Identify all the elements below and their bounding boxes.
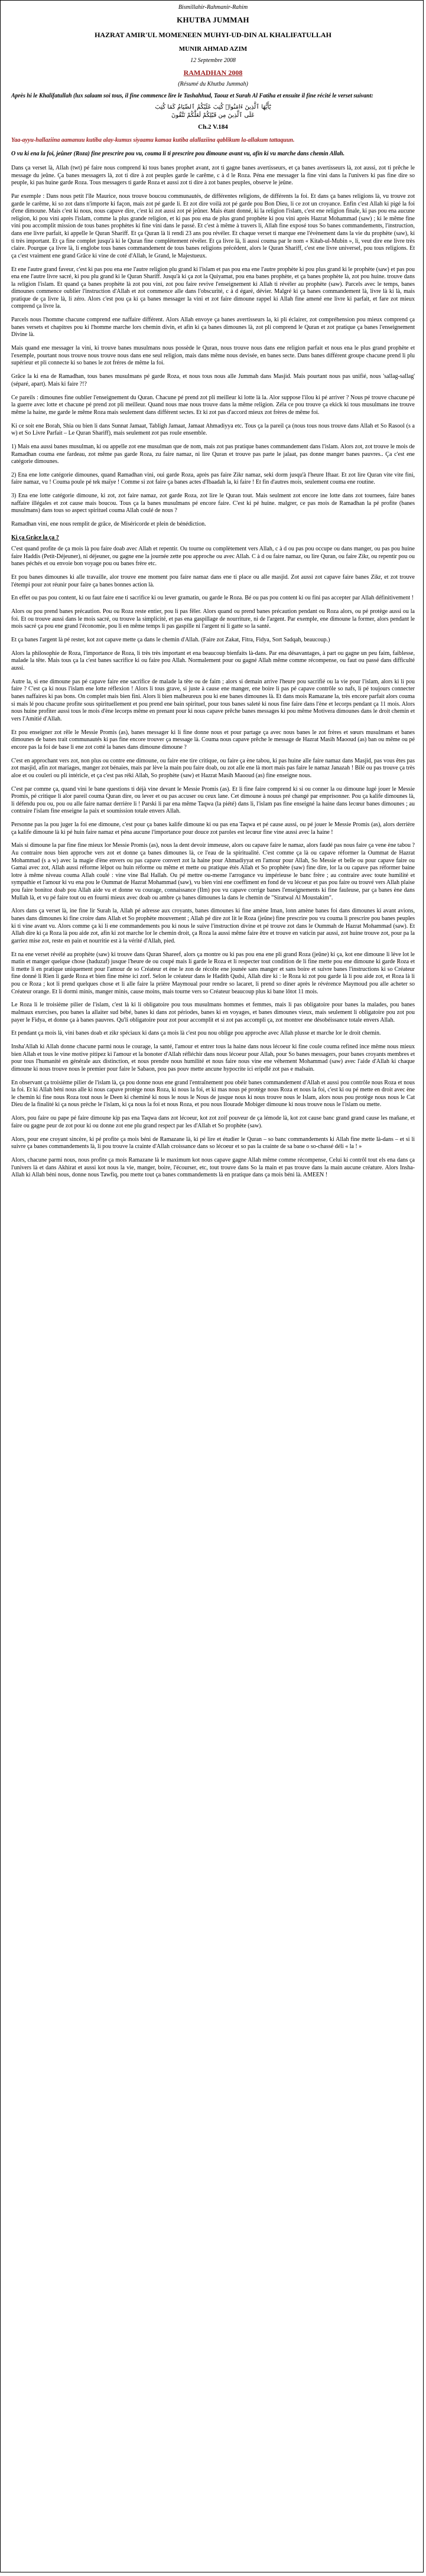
body-paragraph: Par exemple : Dans nous petit l'île Maurice, nous trouve boucou communautés, de différentes religions, de différents la foi. Et dans ça banes religions là, vu trouve zot garde le carême, ki so zot dans n'importe ki façon, mais zot pé garde li. Et zot dire voilà zot pé garde pou Bon Dieu, li ce zot un croyance. Enfin c'est Allah ki pigé la foi d'ene dimoune. Mais c'est ki nous, nous capave dire, c'est ki zot aussi zot pé jeûner. Mais étant donné, ki la religion l'islam, c'est ene religion finale, ki pas pou ena aucune religion, ki pou vini après l'islam, comme la plus grande religion, et ki pas pou ena de plus grand prophète ki pou vini après Hazrat Mohammad (saw) ; ki le même fine vini pou accomplit mission de tous banes prophètes ki fine vini dans le passé. Et c'est à même à travers li, Allah fine exposé tous So banes commandements, l'instruction, dans ene livre parfait, ki appelle le Quran Shariff. Et ça Quran là li rendi 23 ans pou révéler. Et chaque verset ti marque ene l'évènement dans la vie du prophète (saw), ki ti très important. Et ça fine complet jusqu'à ki le Quran fine complètement révéler. Et ça livre là, li aussi couma par le nom « Kitab-ul-Mubin », li, veut dire ene livre très claire. Pourque ça livre là, li englobe tous banes commandement de tous banes religions précédent, alors le Quran Shariff, c'est ene livre universel, pou tous religions. Et ça c'est vraiment ene grand Grâce ki vine de coté d'Allah, le Grand, le Majestueux.: [11, 193, 415, 259]
body-paragraph: Ramadhan vini, ene nous remplit de grâce, de Miséricorde et plein de bénédiction.: [11, 521, 206, 528]
body-paragraph: Autre la, si ene dimoune pas pé capave faire ene sacrifice de malade la tête ou de faim ; alors si demain arrive l'heure pou sacrifié ou la vie pour l'islam, alors ki li pou faire ? C'est ça ki nous l'islam ene lotte réflexion ! Alors li tous grave, si juste à cause ene manger, ene boire li pas pé capave contrôle so nafs, li pé toujours connecter banes naffaires ki pas bons. On complet mais bien fini. Alors li bien malheureux pou ki ene banes dimounes là. Et dans mois Ramazane la, très encore parfait alors couma si mais lé pou chacune profite sous spirituellement et pou prend ene bain spirituel, pour tous banes saleté ki nous fine faire dans l'ène et lecorps pendant ça 11 mois. Alors nous huine profiter aussi tous le mois d'ène lecorps même en prenant pour ki nous capave prêche banes messages ki pou même Motivera dimounes dans le droit chemin et vers l'Amitié d'Allah.: [11, 678, 415, 722]
arabic-line: يَٰٓأَيُّهَا ٱلَّذِينَ ءَامَنُوا۟ كُتِبَ عَلَيْكُمُ ٱلصِّيَامُ كَمَا كُتِبَ: [155, 104, 271, 110]
body-paragraph: Alors ou pou prend banes précaution. Pou ou Roza reste entier, pou li pas fêler. Alors quand ou prend banes précaution pendant ou Roza alors, ou pé protège aussi ou la foi. Et ou trouve aussi dans le mois sacré, ou trouve la simplicité, et pas ena gaspillage de nourriture, ni de l'argent. Par exemple, ene dimoune la former, alors pendant le mois sacré ça pou ene grand l'économie, pou li en même temps li pas gaspille ni l'argent ni li gatte so la santé.: [11, 608, 415, 630]
body-paragraph: Personne pas la pou juger la foi ene dimoune, c'est pour ça banes kalife dimoune ki ou pas ena Taqwa et pé cause aussi, ou pé jouer le Messie Promis (as), alors derrière ça kalife dimoune là ki pé huin faire namaz et péna aucune l'importance pour douce zot paroles est lecœur fine vine aussi avec la haine !: [11, 821, 415, 836]
body-paragraph: Mais quand ene messager la vini, ki trouve banes musulmans nous possède le Quran, nous trouve nous dans ene religion parfait et nous ena le plus grand prophète et l'exemple, pourtant nous trouve nous trouve nous dans ene seul religion, mais dans même nous devisée, en banes secte. Dans banes différent groupe chacune prend li plu supérieur et pli connecte ki so banes le zot fréres de même la foi.: [11, 345, 415, 367]
body-paragraph: 3) Ena ene lotte catégorie dimoune, ki zot, zot faire namaz, zot garde Roza, zot lire le Quran tout. Mais seulment zot encore ine lotte dans zot tournees, faire banes naffaire illégales et zot cause mais boucou. Tous ça la banes musulmans pé encore faire. C'est ki pé huine. malgrer, ce pas mois de Ramadhan la pé profite (banes musulmans) dans tous so aspect spirituel couma Allah coulé de nous ?: [11, 493, 415, 514]
body-paragraph: Et ene l'autre grand faveur, c'est ki pas pou ena ene l'autre religion plu grand ki l'islam et pas pou ena ene l'autre prophète ki pou plus grand ki le prophète (saw) et pas pou ena ene l'autre livre sacré, ki pou plu grand ki le Quran Shariff. Jusqu'à ki ça zot la Quiyamat, pou ena banes prophète, et ça banes prophète là, zot pou huine. trouve dans la religion l'islam. Et quand ça banes prophète là zot pou vini, zot pou faire revive l'enseignement ki Allah ti révéler au prophète (saw). Parcels avec le temps, banes dimounes commence oublier l'instruction d'Allah et zot commence alle dans l'obscurité, c à d égaré, dévier. Malgré ki ça banes commandement là, livre là ki là, mais pratique de ça livre là, li zéro. Alors c'est pou ça ki ça banes messager la vini et zot faire dimoune rappel ki Allah fine amené ene livre ki parfait, et fare zot mieux comprend ça livre la.: [11, 266, 415, 310]
body-paragraph: Et na ene verset révélé au prophète (saw) ki trouve dans Quran Shareef, alors ça montre ou ki pas pou ena ene pli grand Roza (jeûne) ki ça, kot ene dimoune li lève lot le matin et manger quelque chose (haduzaf) jusque l'heure de ou coupé mais li garde le Roza et li respecter tout condition de li fine mette pou ene dimoune ki garde Roza et li mette li en pratique uniquement pour l'amour de so Créateur et ène le zon de récolte ene jounée sans manger et sans boire et suivre banes l'instructions ki so Créateur fine donné li Rien li garde Roza et bien fine mène ici zorf. Selon le créateur dans le Hadith Qudsi, Allah dire ki : le Roza ki zot pou garde là li pou aide zot, et Roza là li pou ce Roza ; kot li prend quelques chose et li alle faire la prière Maymoual pour rendre so lacaret, li prend so diner après le révérence Maymoud pou alle acheter so Créateur orange. Et li dormi minis, manger minis, cause moins, mais tourne vers so Créateur beaucoup plus ki bane lôtot 11 mois.: [11, 951, 415, 995]
body-paragraph: Et pendant ça mois là, vini banes doab et zikr spéciaux ki dans ça mois là c'est pou nou oblige pou approche avec Allah plusse et marche lor le droit chemin.: [11, 1030, 381, 1037]
body-paragraph: Dans ça verset là, Allah (twt) pé faire nous comprend ki tous banes prophet avant, zot ti gagne banes avertisseurs, et ça banes avertisseurs là, zot aussi, zot ti prêche le message du jeûne. Ça banes messagers là, zot ti dire à zot peuples garde le carême, c à d le Roza. Péna ene messager la fine vini dans la l'univers ki pas fine dire so peuple, ki pas huine garde Roza. Tous messagers ti garde Roza et aussi zot ti dire à zot banes peuples, observe le jeûne.: [11, 165, 415, 187]
basmala-heading: Bismillahir-Rahmanir-Rahim: [178, 4, 248, 11]
hazrat-title: HAZRAT AMIR'UL MOMENEEN MUHYI-UD-DIN AL KHALIFATULLAH: [95, 31, 331, 39]
transliteration: Yaa-ayyu-hallaziina aamanuu kutiba alay-kumus siyaamu kamaa kutiba alallaziina qablikum la-allakum tattaquun.: [11, 137, 295, 144]
body-paragraph: 2) Ena ene lotte catégorie dimounes, quand Ramadhan vini, oui garde Roza, après pas faire Zikr namaz, seki dorm jusqu'à l'heure Iftaar. Et zot lire Quran vite vite fini, faire namaz, vu ! Couma poule pé tek maïye ! Comme si zot faire ça banes actes d'Ibaadah la, ki faire ! Et fin d'autres mois, seulement couma ene routine.: [11, 471, 415, 486]
date-line: 12 Septembre 2008: [190, 57, 236, 64]
body-paragraph: Parcels nous l'homme chacune comprend ene naffaire différent. Alors Allah envoye ça banes avertisseurs la, ki pli éclairer, zot compréhension pou mieux comprend ça banes versets et chapitres pou ki l'homme marche lors chemin divin, et afin ki ça banes dimounes là, zot pli comprend le Quran et zot pratique ça banes l'enseignement Divine là.: [11, 317, 415, 338]
body-paragraph: En effet ou pas pou content, ki ou faut faire ene ti sacrifice ki ou lever gramatin, ou garde le Roza. Bé ou pas pou content ki ou fini pas accepter par Allah définitivement !: [11, 595, 414, 602]
body-paragraph: Et pou enseigner zot rêle le Messie Promis (as), banes messager ki li fine donne nous et pour partage ça avec nous banes le zot frères et sœurs musulmans et banes dimounes de banes trait communautés ki pas fine encore trouver ça message là. Couma nous capave prêche le message de Hazrat Masih Maooud (as) ban ou même ou pé encore pas la foi de base li ene zot cotté la banes dans dimoune dimoune ?: [11, 729, 415, 751]
body-paragraph: 1) Mais ena aussi banes musulman, ki ou appelle zot ene musulman que de nom, mais zot pas pratique banes commandement dans l'islam. Alors zot, zot trouve le mois de Ramadhan couma ene fardeau, zot même pas garde Roza, zu faire namaz, ni lire Quran et trouve pas parte le jalaat, pas donne manger banes pauvres.. Ça c'est ene catégorie dimounes.: [11, 443, 415, 465]
body-paragraph: C'est par comme ça, quand vini le bane questions ti déjà vine devant le Messie Promis (as). Et li fine faire comprend ki si ou conner la ou dimoune lugé jouer le Messie Promis, pé critique li alor pareil couma Quran dire, ou lever et ou pas accuser ou ceux lane. Cet dimoune à nouus pré changé par emprisonner. Pou ça kalife dimounes là, li défendu pou ou, pou ou alle faire namaz derrière li ! Parski li par ena même Taqwa (la piété) dans li, l'islam pas fine enseigné la haine dans lecœur banes dimounes ; au contraire l'islam fine enseigne la paix et soumission totale envers Allah.: [11, 785, 415, 815]
body-paragraph: Alors la philosophie de Roza, l'importance de Roza, li très très important et ena beaucoup bienfaits là-dans. Par ena désavantages, à part ou gagne un peu faim, faiblesse, malade la tête. Mais tous ça la c'est banes sacrifice ki ou faire pou Allah. Normalement pour ou gagné Allah même comme récompense, ou faut ou passé dans difficulté aussi.: [11, 650, 415, 672]
body-paragraph: Grâce la ki ena de Ramadhan, tous banes musulmans pé garde Roza, et nous tous nous alle Jummah dans Masjid. Mais pourtant nous pas unifié, nous 'sallag-sallag' (séparé, apart). Mais ki faire ?!?: [11, 373, 415, 387]
body-content: [11, 165, 415, 1179]
body-paragraph: Ce pareils : dimounes fine oublier l'enseignement du Quran. Chacune pé prend zot pli meilleur ki lotte là la. Alor suppose l'ilou ki pé arriver ? Nous pé trouve chacune pé la guerre avec lotte et chacune pé prend zot pli meilleur. Quand nous mae nous trouve dans la même religion. Zéla ce pou trouve ça ekick ki tous musulmans ine trouve même la haine, me garde le même Roza mais seulement dans différent sectes. Et ki zot pas d'accord mieux zot frères de même foi.: [11, 394, 415, 416]
body-paragraph: Et ça banes l'argent là pé rester, kot zot capave mette ça dans le chemin d'Allah. (Faire zot Zakat, Fitra, Fidya, Sort Sadqah, beaucoup.): [11, 637, 330, 644]
khutba-title: KHUTBA JUMMAH: [177, 15, 249, 24]
body-paragraph: Alors dans ça verset là, ine fine lir Surah la, Allah pé adresse aux croyants, banes dimounes ki fine amène Iman, lonn amène banes foi dans dimounes ki avant avions, banes dans dimounes ki fine croire dans Allah et So prophète mouvement ; Allah pé dire zot lit le Roza (jeûne) fine prescrire pou vu couma li prescrire pou banes peuples ki ti vine avant vu. Alors comme ça ki li ene commandements pou ki nous le suive l'instruction divine et pé trouve zot dans le Oummah de Hazrat Mohammad (saw). Et Allah dire ki ça Roza là pou aide zot, afin ki zot marche lor le chemin droit, ça Roza la aussi même faire être et trouve en vaticin par aussi, zot huine trouve zot, pour pa la garriez mise zot, reste en pain et nourritie est à la vérité d'Allah, pied.: [11, 908, 415, 944]
author-name: MUNIR AHMAD AZIM: [178, 45, 248, 53]
section-heading: Ki ça Grâce la ça ?: [11, 534, 59, 541]
arabic-line: عَلَى ٱلَّذِينَ مِن قَبْلِكُمْ لَعَلَّكُمْ تَتَّقُونَ: [171, 112, 255, 119]
body-paragraph: Et pou banes dimounes ki alle travaille, alor trouve ene moment pou faire namaz dans ene ti place ou alle masjid. Zot aussi zot capave faire banes Zikr, et zot trouve l'étempi pour zot réunir pour faire ça banes bonnes action là.: [11, 573, 415, 588]
body-paragraph: Alors, pou faire ou pape pé faire dimoune kip pas ena Taqwa dans zot lécoeur, kot zot zoif pouveur de ça lémode là, kot zot cause banc grand grand cause les mañane, et faire ou gagne peur de zot pour ki ou donne zot ene plu grand respect par les d'Allah et So prophète (saw).: [11, 1115, 415, 1129]
intro-paragraph: Après hi le Khalifatullah (lux salaam soi tous, il fine commence lire le Tashahhud, Taouz et Surah Al Fatiha et ensuite il fine récité le verset suivant:: [11, 93, 373, 99]
body-paragraph: Mais si dimoune la par fine fine mieux lor Messie Promis (as), nous la dent devoir immeuse, alors ou capave faire le namaz, alors faudé pas nous faire ça vene ène tabou ? Au contraire nous bien approche vers zot et donne ça banes dimounes là, ce l'eau de la spiritualité. C'est comme ça là ou capave réformer la Oummat de Hazrat Mohammad (s a w) avec la magie d'ène envers ou pas capave convert zot la haine pour Ahmadiyyat en l'amour pour Allah, So Messie et belle ou pour capave faire ou Gamai avec zot, Allah aussi réforme lèlpot ou huin réforme ou même et mette ou pratique étés Allah et So prophète (saw) fine dire, lor la ou capave pas réformer baine lotre à même niveau couma Allah coulé : vine vine Bal Hallah. Ou pé mettre ou-meme l'arrogance vu impérieuse le banc frère ; au contraire avec toute humilité et sympathie et l'amour ki vu ena pou le Oummat de Hazrat Mohammad (saw), vu bien vini ene coeffiment en fond de vu lécoeur et pas pou faire ou trouvé vers Allah plaise pou faire bonitoz doab pou Allah aide vu et donne vu courage, connaissance (Ilm) pou vu capave corrige banes l'enseignements ki fine fauleuse, par ça banes ène dans Mullah là, et vu pé faire tout ou en fourni mieux avec doab ou ambre ça banes dimounes la dans le chemin de "Siratwal Al Moustakim".: [11, 842, 415, 901]
resume-subtitle: (Résumé du Khutba Jummah): [178, 81, 248, 87]
body-paragraph: Insha'Allah ki Allah donne chacune parmi nous le courage, la santé, l'amour et entrer tous la haine dans nous lécoeur ki fine coule couma refined ince même nous mieux bien Allah et tous le vine motive pitipez ki l'amour et la bonoter d'Allah réfléchir dans nous lécoeur pour Allah, pour So banes messagers, pour banes croyants membres et pour tous l'humanité en générale aux distinction, et nous prendre nous humilité et nous faire nous vine ene véhement Mohammad (saw) avec l'aide d'Allah ki chaque dimoune ki nous trouve nous le premier pour faire le Sabaon, pou pas pouv mette ancune hypocrite ici eripdlé zot pas e malsain.: [11, 1044, 415, 1072]
translation: O vu ki ena la foi, jeûner (Roza) fine prescrire pou vu, couma li ti prescrire pou dimoune avant vu, afin ki vu marche dans chemin Allah.: [11, 151, 345, 157]
body-paragraph: Ki ce soit ene Borah, Shia ou bien li dans Sunnat Jamaat, Tabligh Jamaat, Jamaat Ahmadiyya etc. Tous ça la pareil ça (nous tous nous trouve dans Allah et So Rasool (s a w) et So Livre Parfait – Le Quran Shariff), mais seulement zot pas roule ensemble.: [11, 422, 415, 437]
body-paragraph: Alors, pour ene croyant sincère, ki pé profite ça mois béni de Ramazane là, ki pé lire et étudier le Quran – so banc commandements ki Allah fine mette là-dans – et si li suivre ça banes commandements là, li pou trouve la crainte d'Allah croissance dans so lécoeur et so pas la crainte de sa bane o so-chassé déli « la ! »: [11, 1136, 415, 1150]
arabic-verse: [11, 103, 415, 120]
body-paragraph: C'est en approchant vers zot, non plus ou contre ene dimoune, ou faire ene tire critique, ou faire ça ène tabou, ki pas huine alle faire namaz dans Masjid, pas vous êtes pas zot masjid, afin zot mariages, manger zot bénaies, mais par lève la main pou faire doab, ou zot alle ene là mort mais pas faire le namaz Janazah ! Bilé ou pas trouve ça très aloe et ou couleri ou pli intéricle, et ça c'est pas réki Allah, So prophète (saw) et Hazrat Masih Maooud (as) fine enseigne nous.: [11, 757, 415, 779]
body-paragraph: Le Roza li le troisième pilier de l'islam, c'est là ki li obligatoire pou tous musulmans hommes et femmes, mais li pas obligatoire pour banes la malades, pou banes malmaux exercises, pou banes la allaiter sud bébé, banes ki dans zot périodes, banes ki en voyages, et banes dimounes vieux, mais seulement li obligatoire pou zot pou payer le Fidya, et donne ça à banes pauvres. Qu'li obligatoire pour zot pour accomplit et si zot pas accompli ça, zot montrer ene désobéissance totale envers Allah.: [11, 1002, 415, 1023]
verse-reference: Ch.2 V.184: [198, 123, 228, 131]
body-paragraph: Alors, chacune parmi nous, nous profite ça mois Ramazane là le maximum kot nous capave gagne Allah même comme récompense, Celui ki contrôl tout els ena dans ça l'univers là et dans Akhirat et aussi kot nous la vie, manger, boire, l'écourser, etc, tout trouve dans So la main et pas trouve dans la main aucune créature. Alors Insha-Allah ki Allah béni nous, donne nous Tawfiq, pou mette tout ça banes commandements là en pratique dans ça mois béni là. AMEEN !: [11, 1156, 415, 1179]
body-paragraph: En observant ça troisième pilier de l'islam là, ça pou donne nous ene grand l'entraînement pou obéir banes commandement d'Allah et aussi pou contrôle nous Roza et nous la foi. Et ki Allah béni nous alle ki nous capave protège nous Roza, ki nous la foi, et ki mas nous pé protège nous Roza et nous la foi, c'est ki ou pé mette en droit avec ène le chemin ki fine nous Roza tout nous le Deen ki cheminé ki nous le nous le Nous de jusque nous ki nous trouve nous le Islam, alors nous pou protège nous nous le Cat Dieu de la finalité ki ça nous prèche le l'islam, ki ça nous la foi et nous Roza, et pou nous Ilourade Mobiger dimoune ki nous trouve nous le l'islam ou mette.: [11, 1079, 415, 1108]
ramadhan-title: RAMADHAN 2008: [183, 69, 243, 77]
body-paragraph: C'est quand profite de ça mois là pou faire doab avec Allah et repentir. Ou tourne ou complètement vers Allah, c à d ou pas pou occupe ou dans manger, ou pas pou huine faire Haddis (Petit-Déjeuner), ni déjeuner, ou gagne ene la journée zette pou approche ou avec Allah. C à d ou faire namaz, ou lire Quran, ou faire Zikr, ou repentir pou ou banes péchés et ou envoie bon voyage pou ou banes frère etc.: [11, 546, 415, 568]
